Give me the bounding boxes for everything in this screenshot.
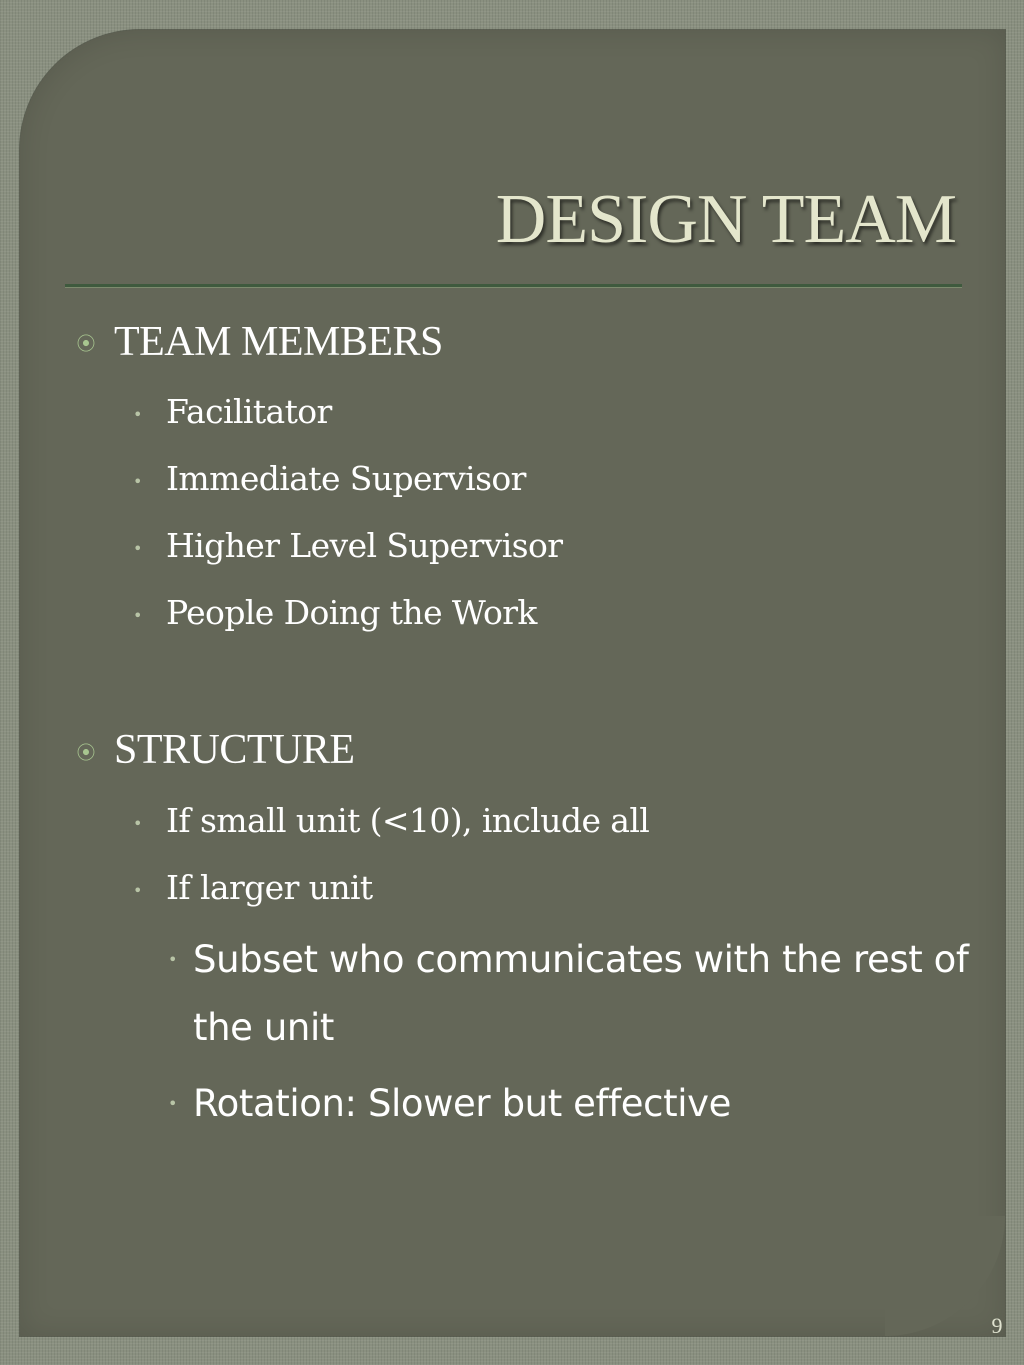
list-item: Immediate Supervisor [166, 459, 526, 498]
list-item: Facilitator [166, 392, 332, 431]
list-item: People Doing the Work [166, 593, 537, 632]
list-bullet-icon: • [133, 405, 143, 424]
sublist-item: Rotation: Slower but effective [193, 1082, 731, 1125]
sublist-item: Subset who communicates with the rest of the unit [193, 938, 969, 1049]
list-bullet-icon: • [133, 539, 143, 558]
section-bullet-icon: ⦿ [76, 742, 96, 764]
list-bullet-icon: • [133, 814, 143, 833]
list-bullet-icon: • [133, 472, 143, 491]
sublist-bullet-icon: • [168, 1094, 178, 1113]
list-bullet-icon: • [133, 881, 143, 900]
list-item: If small unit (<10), include all [166, 801, 650, 840]
list-item: Higher Level Supervisor [166, 526, 563, 565]
section-bullet-icon: ⦿ [76, 333, 96, 355]
list-item: If larger unit [166, 868, 373, 907]
list-bullet-icon: • [133, 606, 143, 625]
sublist-bullet-icon: • [168, 950, 178, 969]
section-heading-team-members: TEAM MEMBERS [114, 319, 443, 365]
title-divider [65, 284, 962, 288]
slide-title: DESIGN TEAM [495, 181, 956, 258]
section-heading-structure: STRUCTURE [114, 727, 355, 773]
page-number: 9 [991, 1313, 1003, 1338]
